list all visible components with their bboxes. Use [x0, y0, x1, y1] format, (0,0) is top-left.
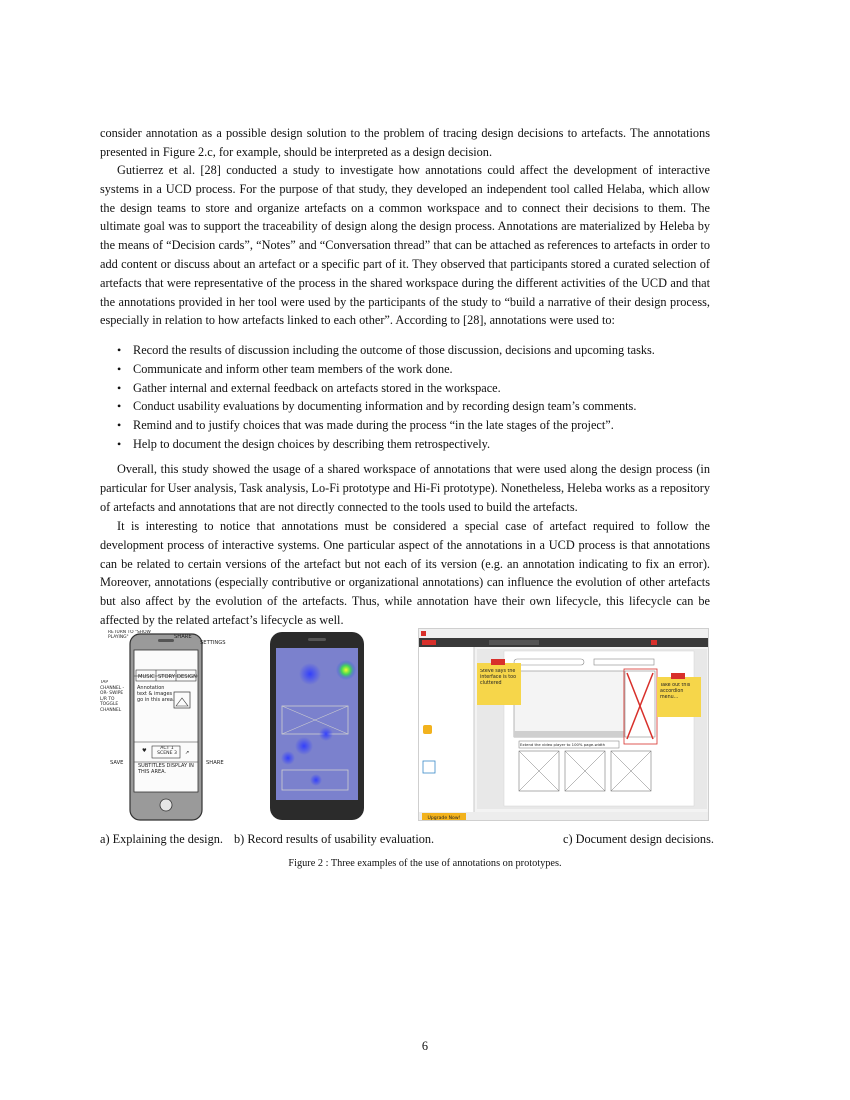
figure-sketch-phone: [100, 630, 235, 822]
share-arrow-icon: ↗: [185, 750, 190, 756]
caption-b: b) Record results of usability evaluation.: [234, 832, 435, 846]
list-item: • Conduct usability evaluations by documenting information and by recording design team’s comments.: [100, 397, 710, 416]
list-item: • Help to document the design choices by describing them retrospectively.: [100, 435, 710, 454]
tool-toolbar: [419, 638, 709, 647]
annotation-uses-list: [100, 341, 710, 454]
sketch-subtitles-text: SUBTITLES DISPLAY IN THIS AREA.: [138, 763, 194, 775]
caption-a: a) Explaining the design.: [100, 832, 223, 846]
caption-c: c) Document design decisions.: [563, 832, 714, 846]
heatmap-phone-illustration: [268, 630, 366, 822]
figure-prototyping-tool: [418, 628, 709, 821]
sketch-note-save: SAVE: [110, 760, 124, 766]
sticky-note-right-text: Take out this accordion menu...: [660, 683, 691, 700]
sketch-annotation-area-text: Annotation text & images go in this area.: [137, 685, 175, 703]
figure-caption: Figure 2 : Three examples of the use of annotations on prototypes.: [288, 858, 562, 869]
list-item: • Gather internal and external feedback on artefacts stored in the workspace.: [100, 379, 710, 398]
sketch-tab-music: MUSIC: [138, 674, 155, 680]
page-number: 6: [421, 1039, 429, 1053]
list-item: • Remind and to justify choices that was made during the process “in the late stages of the project”.: [100, 416, 710, 435]
sketch-tab-design: DESIGN: [177, 674, 197, 680]
prototyping-tool-illustration: [419, 629, 709, 821]
paragraph-gutierrez-text: Gutierrez et al. [28] conducted a study to investigate how annotations could affect the development of interactive systems in a UCD process. For the purpose of that study, they developed an independent tool called Helaba, which allow the design teams to store and organize artefacts on a common workspace and to connect their decisions to them. The ultimate goal was to support the traceability of design along the design process. Annotations are materialized by Heleba by the means of “Decision cards”, “Notes” and “Conversation thread” that can be attached as references to artefacts in order to add content or discuss about an artefact or a specific part of it. They observed that participants stored a curated selection of artefacts that were representative of the process in the shared workspace during the different activities of the UCD and that the annotations provided in her tool were used by the participants of the study to “build a narrative of their design process, especially in relation to how artefacts linked to each other”. According to [28], annotations were used to:: [100, 163, 710, 328]
sketch-tab-story: STORY: [158, 674, 175, 680]
sketch-note-return: RETURN TO "SHOW PLAYING": [108, 630, 151, 641]
upgrade-now-label: Upgrade Now!: [427, 816, 461, 821]
sticky-note-left-text: Steve says the interface is too cluttered: [480, 669, 517, 686]
paragraph-overall-text: Overall, this study showed the usage of a shared workspace of annotations that were used along the design process (in particular for User analysis, Task analysis, Lo-Fi prototype and Hi-Fi prototype). Nonetheless, Heleba works as a repository of artefacts and annotations that are not directly connected to the tools used to build the artefacts.: [100, 462, 710, 514]
paragraph-interesting: [100, 517, 710, 630]
sketch-phone-illustration: [100, 630, 235, 822]
list-item: • Communicate and inform other team members of the work done.: [100, 360, 710, 379]
paragraph-gutierrez: [100, 161, 710, 330]
heart-icon: ♥: [142, 748, 147, 754]
paragraph-intro: [100, 124, 710, 162]
sketch-note-settings: SETTINGS: [200, 640, 226, 646]
list-item: • Record the results of discussion including the outcome of those discussion, decisions and upcoming tasks.: [100, 341, 710, 360]
paragraph-overall: [100, 460, 710, 516]
annotation-callout-text: Extend the video player to 100% page-width: [520, 741, 606, 747]
sketch-act-scene-label: ACT 1 SCENE 3: [157, 746, 177, 757]
sketch-note-tap-channel: TAP CHANNEL -OR- SWIPE L/R TO TOGGLE CHANNEL: [100, 680, 125, 713]
paragraph-intro-text: consider annotation as a possible design solution to the problem of tracing design decisions to artefacts. The annotations presented in Figure 2.c, for example, should be interpreted as a design decision.: [100, 126, 710, 159]
sketch-note-share-right: SHARE: [206, 760, 224, 766]
paragraph-interesting-text: It is interesting to notice that annotations must be considered a special case of artefact required to follow the development process of interactive systems. One particular aspect of the annotations in a UCD process is that annotations can be related to certain versions of the artefact but not each of its version (e.g. an annotation indicating to fix an error). Moreover, annotations (especially contributive or organizational annotations) can influence the evolution of other artefacts but also affect by the evolution of the artefacts. Thus, while annotation have their own lifecycle, this lifecycle can be affected by the related artefact’s lifecycle as well.: [100, 519, 710, 627]
heatmap-hotspot: [336, 660, 356, 680]
sketch-note-share: SHARE: [174, 634, 192, 640]
figure-heatmap-phone: [268, 630, 366, 822]
